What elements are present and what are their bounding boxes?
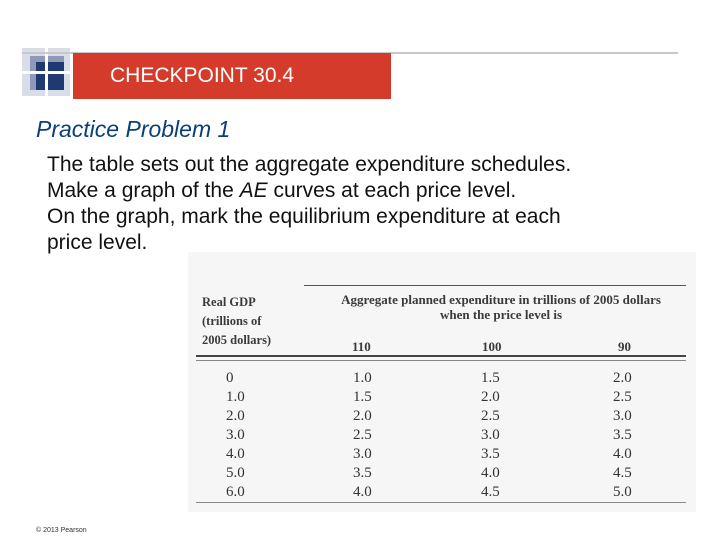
ae-90-cell: 2.5 [613,389,632,405]
aggregate-expenditure-header: Aggregate planned expenditure in trillions of 2005 dollars when the price level is [341,292,661,322]
ae-90-cell: 3.5 [613,427,632,443]
ae-110-cell: 3.5 [353,465,372,481]
price-level-90-header: 90 [618,339,631,354]
gdp-cell: 3.0 [226,427,245,443]
problem-line-3: On the graph, mark the equilibrium expenditure at each [47,205,561,228]
ae-110-cell: 1.0 [353,370,372,386]
table-row [188,427,696,446]
ae-100-cell: 4.5 [481,484,500,500]
price-level-100-header: 100 [482,339,502,354]
table-body [188,370,696,503]
table-row [188,370,696,389]
expenditure-table [188,252,696,512]
ae-110-cell: 3.0 [353,446,372,462]
table-row [188,465,696,484]
ae-110-cell: 1.5 [353,389,372,405]
ae-90-cell: 2.0 [613,370,632,386]
table-rule-top [304,285,686,286]
ae-term: AE [239,179,268,202]
gdp-column-header: Real GDP (trillions of 2005 dollars) [202,295,272,347]
table-rule-sub [196,360,686,361]
table-row [188,446,696,465]
gdp-cell: 5.0 [226,465,245,481]
logo-square-dark [36,62,64,90]
ae-100-cell: 3.5 [481,446,500,462]
ae-90-cell: 4.5 [613,465,632,481]
problem-line-4: price level. [47,231,148,254]
table-row [188,408,696,427]
gdp-cell: 0 [226,370,234,386]
ae-90-cell: 3.0 [613,408,632,424]
checkpoint-banner [73,53,391,99]
ae-100-cell: 3.0 [481,427,500,443]
table-rule-header [196,355,686,357]
table-row [188,484,696,503]
problem-line-2: Make a graph of the AE curves at each price level. [47,179,517,202]
gdp-cell: 6.0 [226,484,245,500]
gdp-cell: 2.0 [226,408,245,424]
copyright-notice: © 2013 Pearson [36,527,87,534]
problem-text [47,152,687,256]
gdp-cell: 1.0 [226,389,245,405]
page-title: Practice Problem 1 [36,116,231,142]
ae-90-cell: 4.0 [613,446,632,462]
price-level-110-header: 110 [352,339,371,354]
ae-100-cell: 4.0 [481,465,500,481]
problem-line-1: The table sets out the aggregate expenditure schedules. [47,153,572,176]
ae-100-cell: 1.5 [481,370,500,386]
ae-110-cell: 4.0 [353,484,372,500]
gdp-cell: 4.0 [226,446,245,462]
table-row [188,389,696,408]
ae-110-cell: 2.0 [353,408,372,424]
ae-90-cell: 5.0 [613,484,632,500]
ae-100-cell: 2.0 [481,389,500,405]
checkpoint-banner-label: CHECKPOINT 30.4 [110,64,295,87]
ae-100-cell: 2.5 [481,408,500,424]
ae-110-cell: 2.5 [353,427,372,443]
logo-divider-horizontal [22,71,70,74]
